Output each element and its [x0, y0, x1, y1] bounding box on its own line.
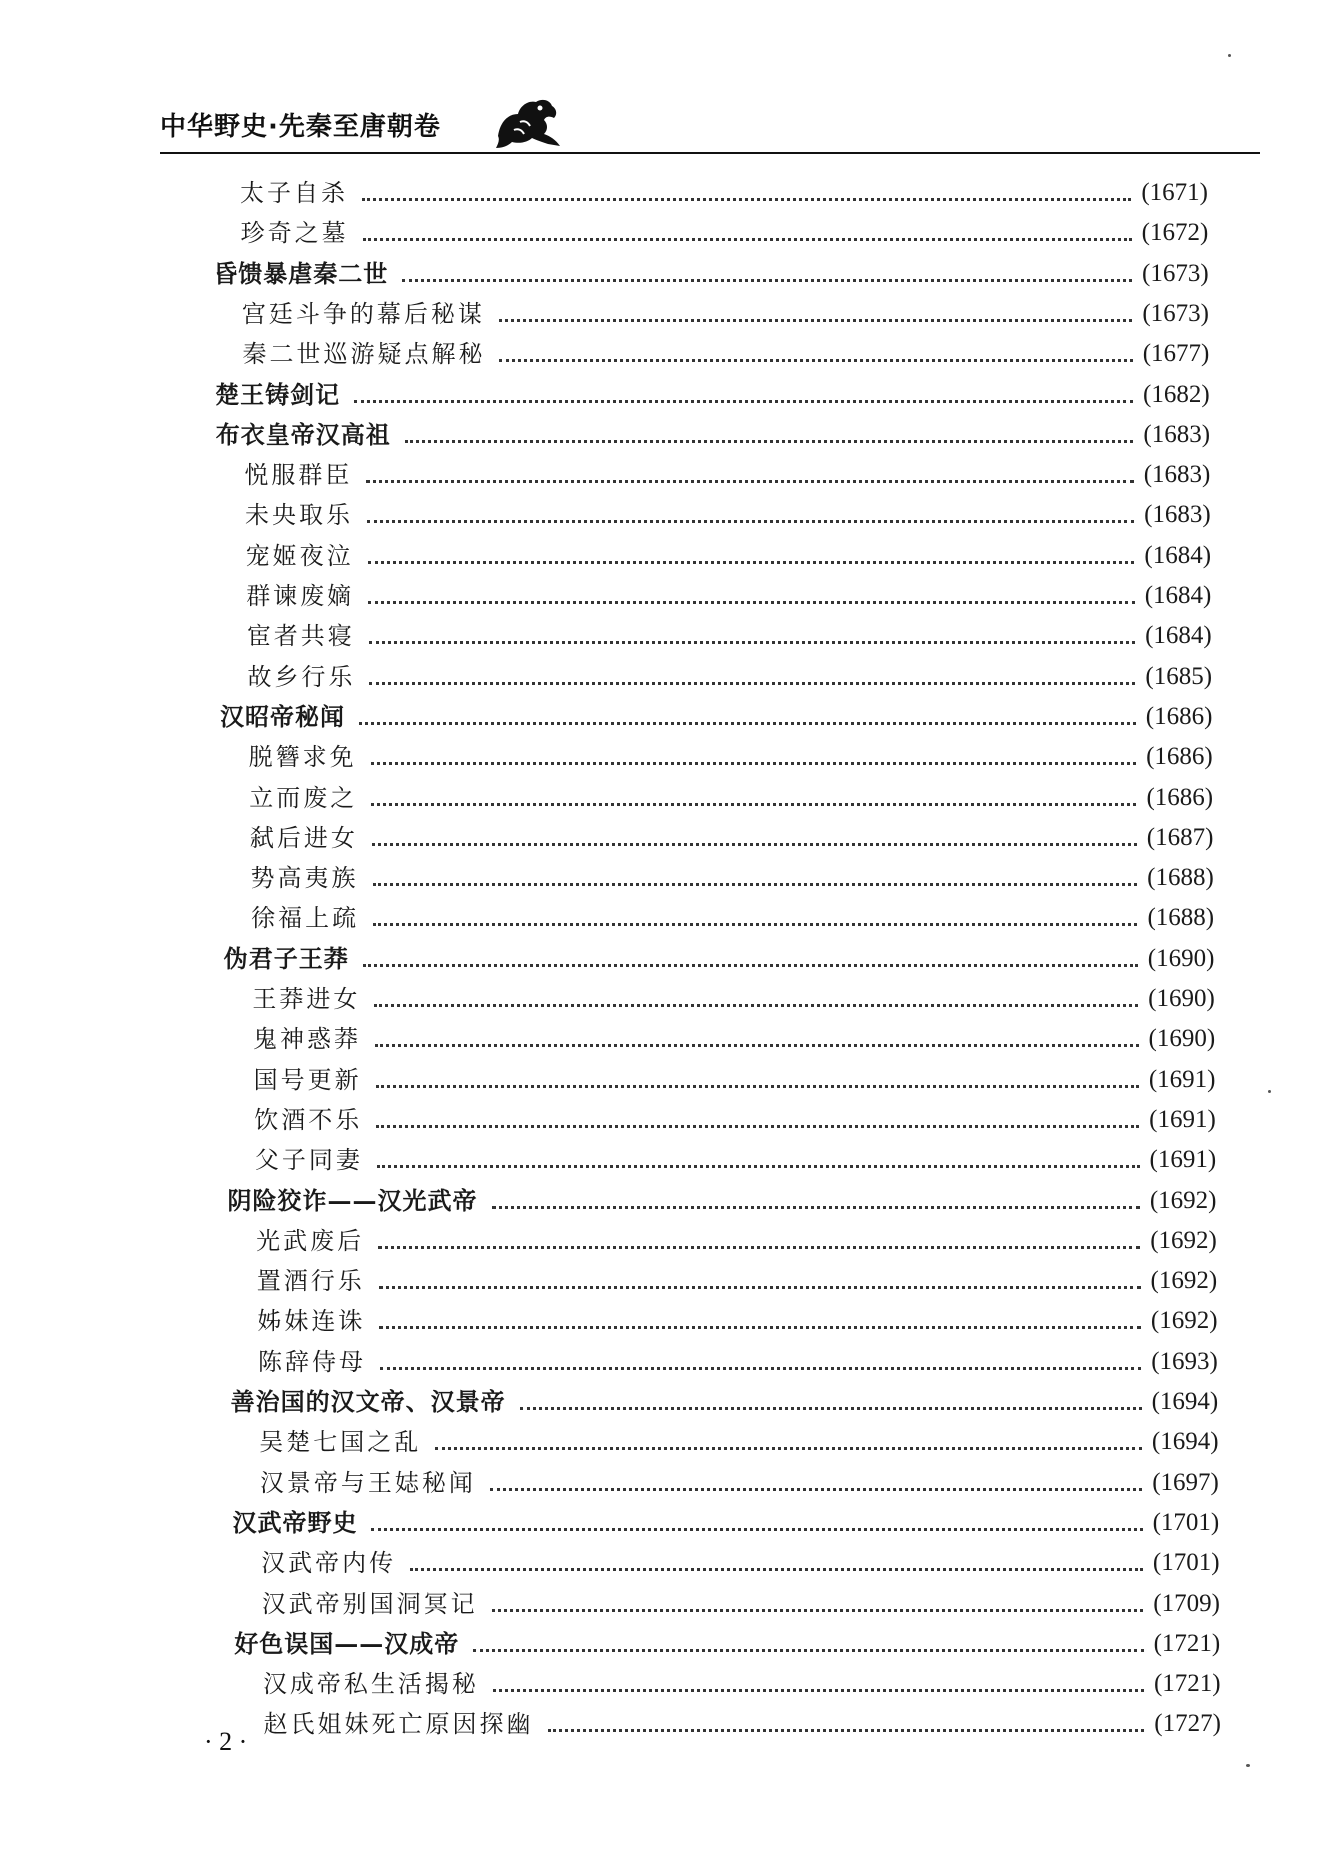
toc-entry-page: (1692) — [1150, 1267, 1218, 1295]
toc-entry-title: 阴险狡诈——汉光武帝 — [227, 1185, 478, 1215]
toc-subsection-entry — [251, 893, 1214, 933]
toc-subsection-entry — [254, 1095, 1216, 1135]
toc-entry-title: 悦服群臣 — [244, 461, 353, 490]
toc-entry-page: (1693) — [1151, 1347, 1218, 1375]
dragon-logo-icon — [490, 92, 562, 150]
toc-entry-page: (1690) — [1147, 944, 1215, 972]
toc-entry-page: (1721) — [1153, 1629, 1221, 1657]
toc-subsection-entry — [250, 813, 1214, 853]
toc-section-entry — [231, 1377, 1219, 1417]
toc-entry-page: (1692) — [1149, 1186, 1217, 1214]
toc-subsection-entry — [253, 1014, 1215, 1054]
toc-entry-title: 鬼神惑莽 — [253, 1025, 362, 1054]
toc-section-entry — [216, 410, 1210, 450]
toc-subsection-entry — [249, 732, 1213, 772]
dot-leader — [380, 1367, 1141, 1370]
toc-entry-title: 未央取乐 — [244, 501, 353, 530]
dot-leader — [369, 641, 1135, 644]
dot-leader — [371, 803, 1136, 806]
dot-leader — [363, 238, 1132, 241]
toc-entry-title: 好色误国——汉成帝 — [234, 1628, 460, 1658]
toc-subsection-entry — [257, 1296, 1217, 1336]
scan-speck — [1246, 1764, 1250, 1767]
toc-entry-title: 昏馈暴虐秦二世 — [213, 258, 389, 288]
dot-leader — [366, 480, 1133, 483]
toc-entry-page: (1701) — [1152, 1508, 1220, 1536]
toc-entry-page: (1684) — [1144, 541, 1212, 569]
toc-entry-title: 立而废之 — [249, 783, 358, 812]
toc-entry-title: 父子同妻 — [254, 1146, 363, 1175]
toc-entry-title: 太子自杀 — [240, 179, 348, 207]
toc-entry-title: 置酒行乐 — [256, 1267, 365, 1296]
toc-entry-page: (1677) — [1142, 340, 1210, 368]
dot-leader — [373, 883, 1138, 886]
toc-entry-page: (1691) — [1149, 1146, 1217, 1174]
page-number: · 2 · — [204, 1727, 248, 1756]
dot-leader — [520, 1407, 1142, 1410]
dot-leader — [376, 1085, 1139, 1088]
toc-subsection-entry — [249, 773, 1213, 813]
dot-leader — [378, 1246, 1140, 1249]
toc-entry-title: 宠姬夜泣 — [245, 541, 354, 570]
toc-subsection-entry — [254, 1055, 1216, 1095]
dot-leader — [499, 359, 1132, 362]
toc-subsection-entry — [255, 1135, 1216, 1175]
toc-subsection-entry — [246, 531, 1211, 571]
book-title: 中华野史·先秦至唐朝卷 — [160, 112, 441, 142]
scan-speck — [1268, 1090, 1271, 1093]
toc-subsection-entry — [258, 1337, 1218, 1377]
dot-leader — [372, 843, 1137, 846]
toc-entry-title: 珍奇之墓 — [240, 219, 349, 248]
toc-entry-page: (1686) — [1145, 702, 1213, 730]
toc-entry-title: 宫廷斗争的幕后秘谋 — [241, 299, 485, 328]
dot-leader — [354, 400, 1133, 403]
toc-entry-page: (1682) — [1143, 380, 1210, 408]
toc-entry-title: 国号更新 — [253, 1065, 362, 1094]
dot-leader — [359, 722, 1136, 725]
toc-subsection-entry — [257, 1256, 1217, 1296]
toc-entry-page: (1692) — [1150, 1226, 1217, 1254]
scan-speck — [1228, 54, 1231, 57]
dot-leader — [493, 1689, 1144, 1692]
toc-subsection-entry — [259, 1417, 1218, 1457]
toc-subsection-entry — [262, 1579, 1220, 1619]
toc-subsection-entry — [246, 571, 1211, 611]
dot-leader — [402, 279, 1132, 282]
toc-subsection-entry — [247, 611, 1212, 651]
toc-subsection-entry — [245, 490, 1211, 530]
toc-subsection-entry — [244, 450, 1210, 490]
toc-entry-title: 布衣皇帝汉高祖 — [215, 419, 391, 449]
dot-leader — [379, 1286, 1141, 1289]
toc-subsection-entry — [252, 974, 1214, 1014]
dot-leader — [367, 520, 1134, 523]
toc-entry-page: (1683) — [1144, 501, 1211, 529]
toc-entry-page: (1672) — [1141, 219, 1209, 247]
toc-entry-page: (1673) — [1142, 259, 1209, 287]
toc-subsection-entry — [260, 1458, 1219, 1498]
dot-leader — [373, 923, 1137, 926]
toc-entry-page: (1694) — [1151, 1428, 1219, 1456]
toc-entry-title: 陈辞侍母 — [257, 1347, 366, 1376]
toc-entry-page: (1688) — [1147, 864, 1214, 892]
toc-entry-page: (1721) — [1153, 1670, 1221, 1698]
toc-entry-page: (1692) — [1150, 1307, 1218, 1335]
dot-leader — [492, 1206, 1140, 1209]
toc-entry-title: 秦二世巡游疑点解秘 — [242, 340, 486, 369]
toc-entry-page: (1683) — [1143, 420, 1211, 448]
toc-entry-title: 伪君子王莽 — [223, 943, 349, 973]
toc-entry-title: 汉武帝野史 — [232, 1507, 358, 1537]
toc-section-entry — [232, 1498, 1219, 1538]
header-rule — [160, 152, 1260, 154]
toc-subsection-entry — [264, 1699, 1221, 1739]
toc-entry-title: 弑后进女 — [249, 823, 358, 852]
toc-entry-title: 赵氏姐妹死亡原因探幽 — [263, 1710, 534, 1739]
dot-leader — [368, 561, 1135, 564]
toc-entry-page: (1690) — [1148, 985, 1215, 1012]
dot-leader — [376, 1125, 1139, 1128]
toc-subsection-entry — [261, 1538, 1220, 1578]
toc-section-entry — [220, 692, 1212, 732]
toc-entry-page: (1690) — [1148, 1025, 1216, 1053]
dot-leader — [368, 601, 1135, 604]
toc-entry-title: 光武废后 — [256, 1226, 365, 1255]
dot-leader — [363, 964, 1138, 967]
toc-entry-title: 饮酒不乐 — [254, 1105, 363, 1134]
toc-section-entry — [213, 249, 1208, 289]
dot-leader — [362, 198, 1131, 201]
toc-entry-page: (1684) — [1145, 622, 1212, 650]
toc-entry-page: (1694) — [1151, 1388, 1219, 1415]
dot-leader — [548, 1729, 1145, 1732]
toc-subsection-entry — [242, 329, 1209, 369]
running-header — [160, 92, 1260, 152]
toc-subsection-entry — [240, 168, 1208, 208]
dot-leader — [492, 1609, 1144, 1612]
toc-subsection-entry — [256, 1216, 1217, 1256]
toc-entry-page: (1691) — [1149, 1105, 1216, 1133]
toc-entry-title: 徐福上疏 — [251, 904, 360, 933]
toc-entry-page: (1687) — [1146, 823, 1214, 851]
dot-leader — [405, 440, 1134, 443]
toc-section-entry — [228, 1176, 1217, 1216]
toc-entry-page: (1709) — [1153, 1589, 1220, 1617]
toc-entry-title: 汉武帝内传 — [261, 1549, 397, 1578]
toc-entry-page: (1697) — [1152, 1468, 1219, 1496]
toc-entry-page: (1686) — [1146, 743, 1213, 771]
toc-entry-title: 群谏废嫡 — [246, 582, 355, 610]
toc-entry-title: 吴楚七国之乱 — [259, 1428, 422, 1457]
toc-entry-title: 汉成帝私生活揭秘 — [262, 1670, 479, 1699]
dot-leader — [369, 682, 1135, 685]
toc-entry-page: (1701) — [1152, 1549, 1220, 1577]
toc-subsection-entry — [251, 853, 1214, 893]
toc-subsection-entry — [242, 289, 1209, 329]
toc-subsection-entry — [263, 1659, 1221, 1699]
toc-entry-title: 姊妹连诛 — [257, 1307, 366, 1336]
dot-leader — [371, 762, 1136, 765]
dot-leader — [371, 1528, 1142, 1531]
dot-leader — [375, 1044, 1138, 1047]
dot-leader — [435, 1447, 1142, 1450]
toc-section-entry — [224, 934, 1215, 974]
toc-subsection-entry — [247, 652, 1212, 692]
toc-entry-page: (1684) — [1144, 582, 1212, 609]
toc-section-entry — [215, 370, 1210, 410]
toc-entry-title: 宦者共寝 — [246, 622, 355, 651]
toc-entry-page: (1688) — [1147, 904, 1215, 932]
toc-entry-title: 汉景帝与王娡秘闻 — [259, 1468, 476, 1497]
dot-leader — [490, 1488, 1142, 1491]
dot-leader — [499, 319, 1133, 322]
toc-entry-page: (1685) — [1145, 662, 1213, 690]
toc-entry-title: 汉武帝别国洞冥记 — [261, 1589, 478, 1618]
toc-entry-title: 故乡行乐 — [247, 662, 356, 691]
toc-entry-title: 善治国的汉文帝、汉景帝 — [230, 1387, 506, 1416]
toc-entry-page: (1671) — [1141, 179, 1208, 206]
toc-section-entry — [234, 1619, 1220, 1659]
toc-entry-title: 脱簪求免 — [248, 743, 357, 772]
toc-entry-title: 势高夷族 — [250, 864, 359, 893]
toc-entry-page: (1673) — [1142, 299, 1210, 327]
dot-leader — [473, 1649, 1143, 1652]
toc-entry-title: 汉昭帝秘闻 — [220, 701, 346, 731]
dot-leader — [410, 1568, 1143, 1571]
toc-entry-page: (1691) — [1148, 1065, 1216, 1093]
toc-entry-page: (1683) — [1143, 461, 1211, 489]
dot-leader — [374, 1004, 1138, 1007]
toc-entry-page: (1686) — [1146, 783, 1214, 811]
toc-subsection-entry — [241, 208, 1209, 248]
toc-entry-title: 楚王铸剑记 — [215, 379, 341, 409]
dot-leader — [379, 1326, 1141, 1329]
toc-entry-title: 王莽进女 — [252, 985, 361, 1013]
dot-leader — [377, 1165, 1140, 1168]
toc-entry-page: (1727) — [1154, 1710, 1221, 1738]
